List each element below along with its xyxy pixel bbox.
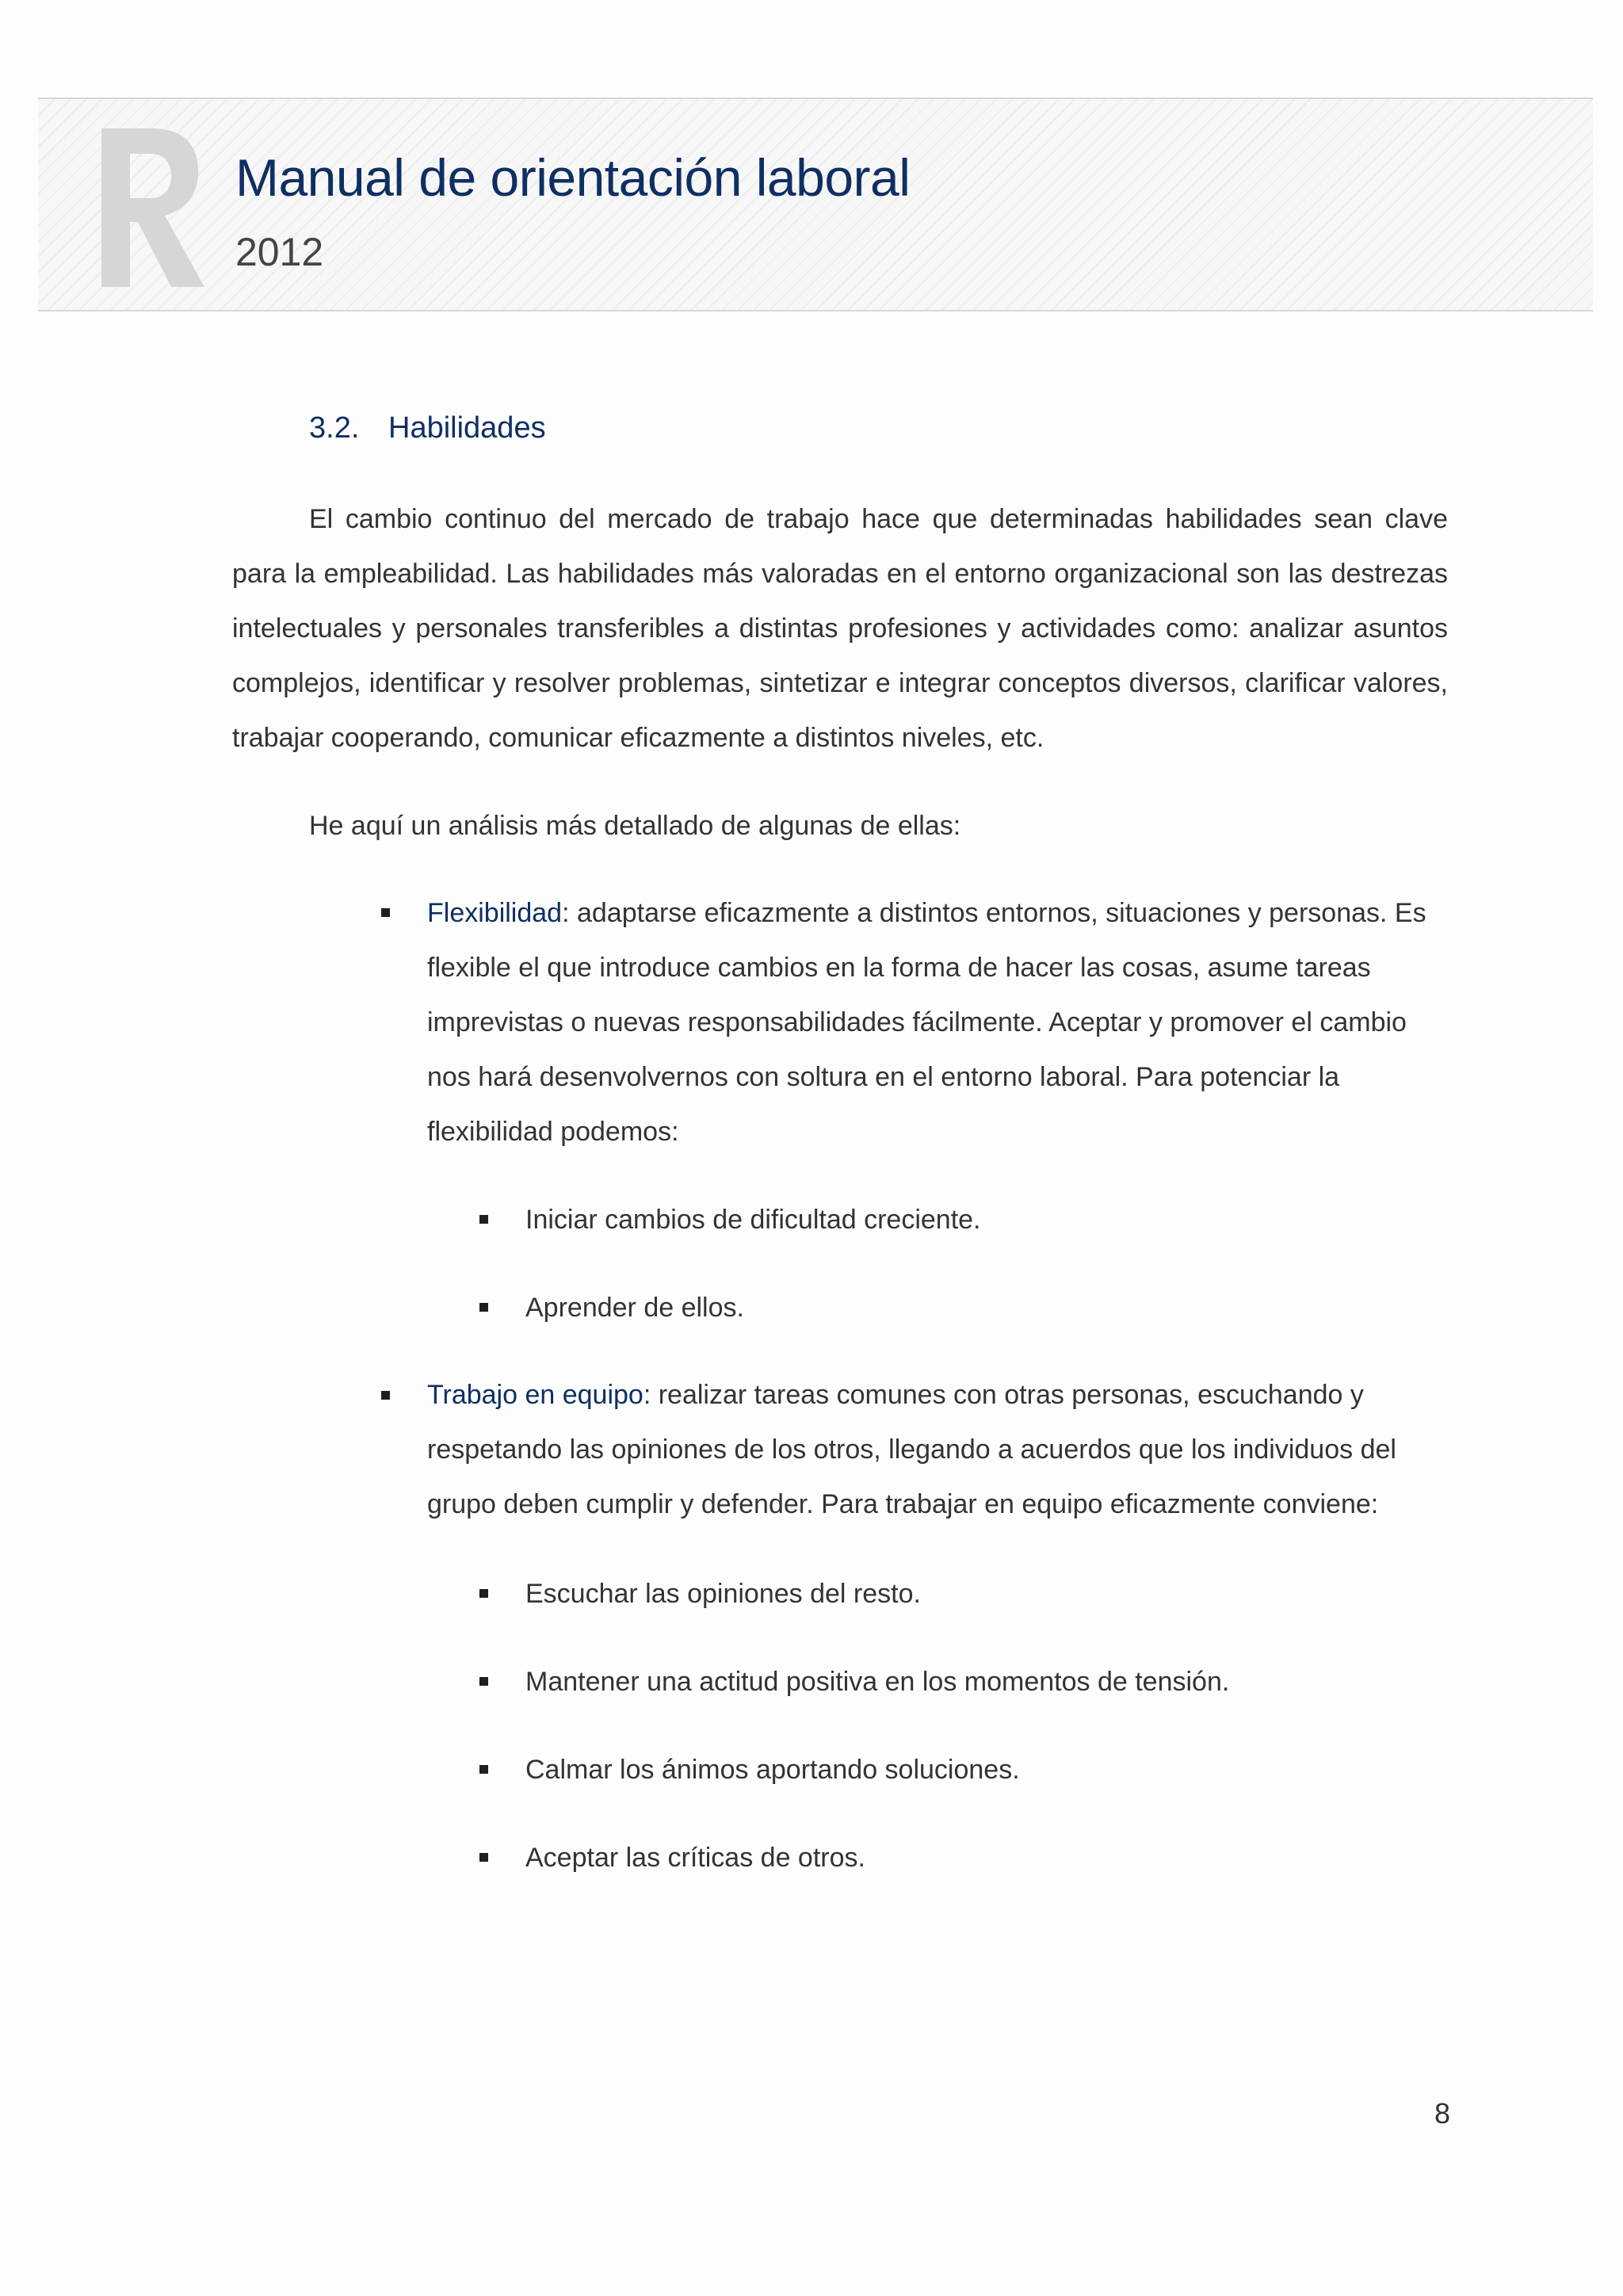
page-number: 8: [1434, 2097, 1450, 2130]
sub-item: Mantener una actitud positiva en los momentos de tensión.: [525, 1667, 1230, 1697]
intro-paragraph-text: El cambio continuo del mercado de trabajo hace que determinadas habilidades sean clave para la empleabilidad. Las habilidades más valoradas en el entorno organizacional son las destrezas intelectuales y personales transferibles a distintas profesiones y actividades como: analizar asuntos complejos, identificar y resolver problemas, sintetizar e integrar conceptos diversos, clarificar valores, trabajar cooperando, comunicar eficazmente a distintos niveles, etc.: [232, 504, 1448, 753]
sub-item: Calmar los ánimos aportando soluciones.: [525, 1755, 1020, 1785]
lead-in-paragraph: He aquí un análisis más detallado de algunas de ellas:: [309, 811, 961, 841]
bullet-marker: [381, 1391, 390, 1400]
skill-description: : realizar tareas comunes con otras personas, escuchando y respetando las opiniones de los otros, llegando a acuerdos que los individuos del grupo deben cumplir y defender. Para trabajar en equipo eficazmente conviene:: [427, 1380, 1396, 1519]
section-heading: [309, 407, 546, 449]
skill-item-trabajo-en-equipo: [427, 1368, 1449, 1532]
document-year: 2012: [235, 230, 324, 274]
sub-bullet-marker: [479, 1303, 488, 1312]
bullet-marker: [381, 908, 390, 917]
intro-paragraph: [232, 492, 1448, 766]
r-letter-watermark-icon: [95, 119, 206, 293]
sub-item: Iniciar cambios de dificultad creciente.: [525, 1205, 981, 1235]
skill-term: Trabajo en equipo: [427, 1380, 643, 1410]
skill-term: Flexibilidad: [427, 898, 563, 928]
sub-item: Aceptar las críticas de otros.: [525, 1843, 865, 1873]
document-title: Manual de orientación laboral: [235, 148, 911, 207]
sub-item: Escuchar las opiniones del resto.: [525, 1579, 921, 1609]
sub-bullet-marker: [479, 1677, 488, 1686]
sub-bullet-marker: [479, 1853, 488, 1862]
skill-item-flexibilidad: [427, 886, 1449, 1159]
skill-description: : adaptarse eficazmente a distintos entornos, situaciones y personas. Es flexible el que introduce cambios en la forma de hacer las cosas, asume tareas imprevistas o nuevas responsabilidades fácilmente. Aceptar y promover el cambio nos hará desenvolvernos con soltura en el entorno laboral. Para potenciar la flexibilidad podemos:: [427, 898, 1426, 1147]
sub-bullet-marker: [479, 1589, 488, 1598]
sub-bullet-marker: [479, 1215, 488, 1224]
sub-item: Aprender de ellos.: [525, 1293, 744, 1323]
sub-bullet-marker: [479, 1765, 488, 1774]
section-title: Habilidades: [388, 411, 546, 445]
section-number: 3.2.: [309, 411, 360, 445]
